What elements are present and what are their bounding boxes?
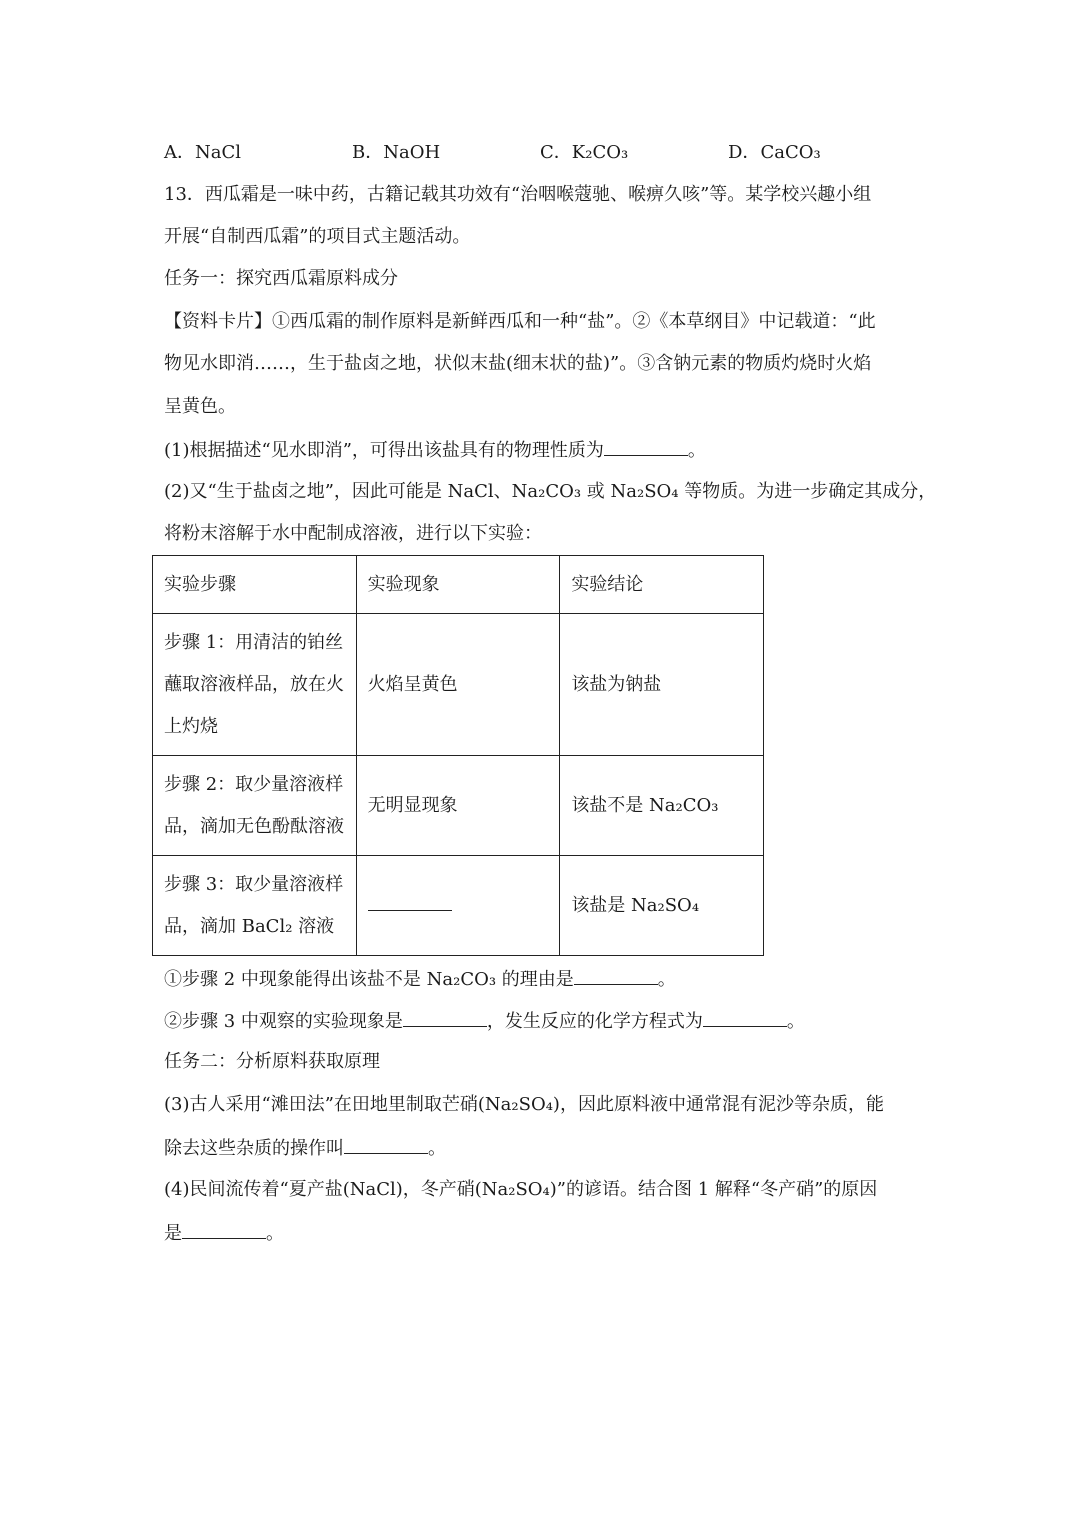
step-text: 步骤 3：取少量溶液样 — [164, 873, 344, 895]
info-card-line-3: 呈黄色。 — [164, 396, 236, 417]
step-text: 上灼烧 — [164, 715, 218, 737]
info-card-line-1: 【资料卡片】①西瓜霜的制作原料是新鲜西瓜和一种“盐”。②《本草纲目》中记载道：“此 — [164, 311, 876, 332]
task-2-heading: 任务二：分析原料获取原理 — [164, 1051, 380, 1072]
sub-question-2-text: ②步骤 3 中观察的实验现象是 — [164, 1011, 403, 1032]
table-row — [153, 856, 764, 956]
part-2-line-2: 将粉末溶解于水中配制成溶液，进行以下实验： — [164, 523, 542, 544]
option-letter: A． — [164, 142, 195, 163]
sub-question-1-text: ①步骤 2 中现象能得出该盐不是 Na₂CO₃ 的理由是 — [164, 969, 574, 990]
option-letter: D． — [728, 142, 761, 163]
experiment-table — [152, 555, 764, 956]
answer-blank — [368, 892, 452, 911]
option-text: K₂CO₃ — [571, 142, 629, 163]
task-1-heading: 任务一：探究西瓜霜原料成分 — [164, 268, 398, 289]
option-letter: C． — [540, 142, 572, 163]
table-header: 实验结论 — [560, 556, 764, 614]
step-text: 步骤 1：用清洁的铂丝 — [164, 631, 344, 653]
sub-question-2 — [164, 1008, 805, 1034]
step-text: 蘸取溶液样品，放在火 — [164, 673, 344, 695]
step-text: 步骤 2：取少量溶液样 — [164, 773, 344, 795]
table-row — [153, 614, 764, 756]
part-1 — [164, 437, 706, 463]
conclusion-cell: 该盐是 Na₂SO₄ — [560, 856, 764, 956]
part-4-line-2 — [164, 1220, 284, 1246]
table-header-row — [153, 556, 764, 614]
part-3-text: 除去这些杂质的操作叫 — [164, 1138, 344, 1159]
phenomenon-cell — [356, 856, 560, 956]
table-row — [153, 756, 764, 856]
answer-blank — [403, 1008, 487, 1027]
phenomenon-cell: 火焰呈黄色 — [356, 614, 560, 756]
answer-blank — [604, 437, 688, 456]
part-4-end: 。 — [266, 1223, 284, 1244]
phenomenon-cell: 无明显现象 — [356, 756, 560, 856]
part-3-end: 。 — [428, 1138, 446, 1159]
option-a — [164, 141, 241, 165]
question-13-line-1: 13．西瓜霜是一味中药，古籍记载其功效有“治咽喉蔻驰、喉痹久咳”等。某学校兴趣小组 — [164, 184, 872, 205]
option-letter: B． — [352, 142, 384, 163]
step-text: 品，滴加 BaCl₂ 溶液 — [164, 915, 335, 937]
sub-question-2-end: 。 — [786, 1011, 805, 1032]
sub-question-1 — [164, 966, 676, 992]
part-1-text: (1)根据描述“见水即消”，可得出该盐具有的物理性质为 — [164, 440, 604, 461]
step-cell — [153, 756, 357, 856]
question-13-line-2: 开展“自制西瓜霜”的项目式主题活动。 — [164, 226, 471, 247]
step-text: 品，滴加无色酚酞溶液 — [164, 815, 344, 837]
option-d — [728, 141, 821, 165]
answer-blank — [182, 1220, 266, 1239]
conclusion-cell: 该盐不是 Na₂CO₃ — [560, 756, 764, 856]
part-4-line-1: (4)民间流传着“夏产盐(NaCl)，冬产硝(Na₂SO₄)”的谚语。结合图 1 解释“冬产硝”的原因 — [164, 1179, 878, 1200]
option-c — [540, 141, 628, 165]
table-header: 实验步骤 — [153, 556, 357, 614]
step-cell — [153, 614, 357, 756]
option-text: NaOH — [383, 142, 441, 163]
option-text: NaCl — [195, 142, 242, 163]
part-3-line-1: (3)古人采用“滩田法”在田地里制取芒硝(Na₂SO₄)，因此原料液中通常混有泥沙等杂质，能 — [164, 1094, 884, 1115]
sub-question-1-end: 。 — [657, 969, 676, 990]
answer-blank — [703, 1008, 787, 1027]
option-text: CaCO₃ — [760, 142, 821, 163]
part-1-end: 。 — [687, 440, 706, 461]
part-4-text: 是 — [164, 1223, 182, 1244]
info-card-line-2: 物见水即消……，生于盐卤之地，状似末盐(细末状的盐)”。③含钠元素的物质灼烧时火焰 — [164, 353, 872, 374]
answer-blank — [344, 1135, 428, 1154]
sub-question-2-mid: ，发生反应的化学方程式为 — [486, 1011, 703, 1032]
answer-blank — [574, 966, 658, 985]
conclusion-cell: 该盐为钠盐 — [560, 614, 764, 756]
part-2-line-1: (2)又“生于盐卤之地”，因此可能是 NaCl、Na₂CO₃ 或 Na₂SO₄ 等物质。为进一步确定其成分， — [164, 481, 937, 502]
option-b — [352, 141, 440, 165]
part-3-line-2 — [164, 1135, 446, 1161]
table-header: 实验现象 — [356, 556, 560, 614]
step-cell — [153, 856, 357, 956]
